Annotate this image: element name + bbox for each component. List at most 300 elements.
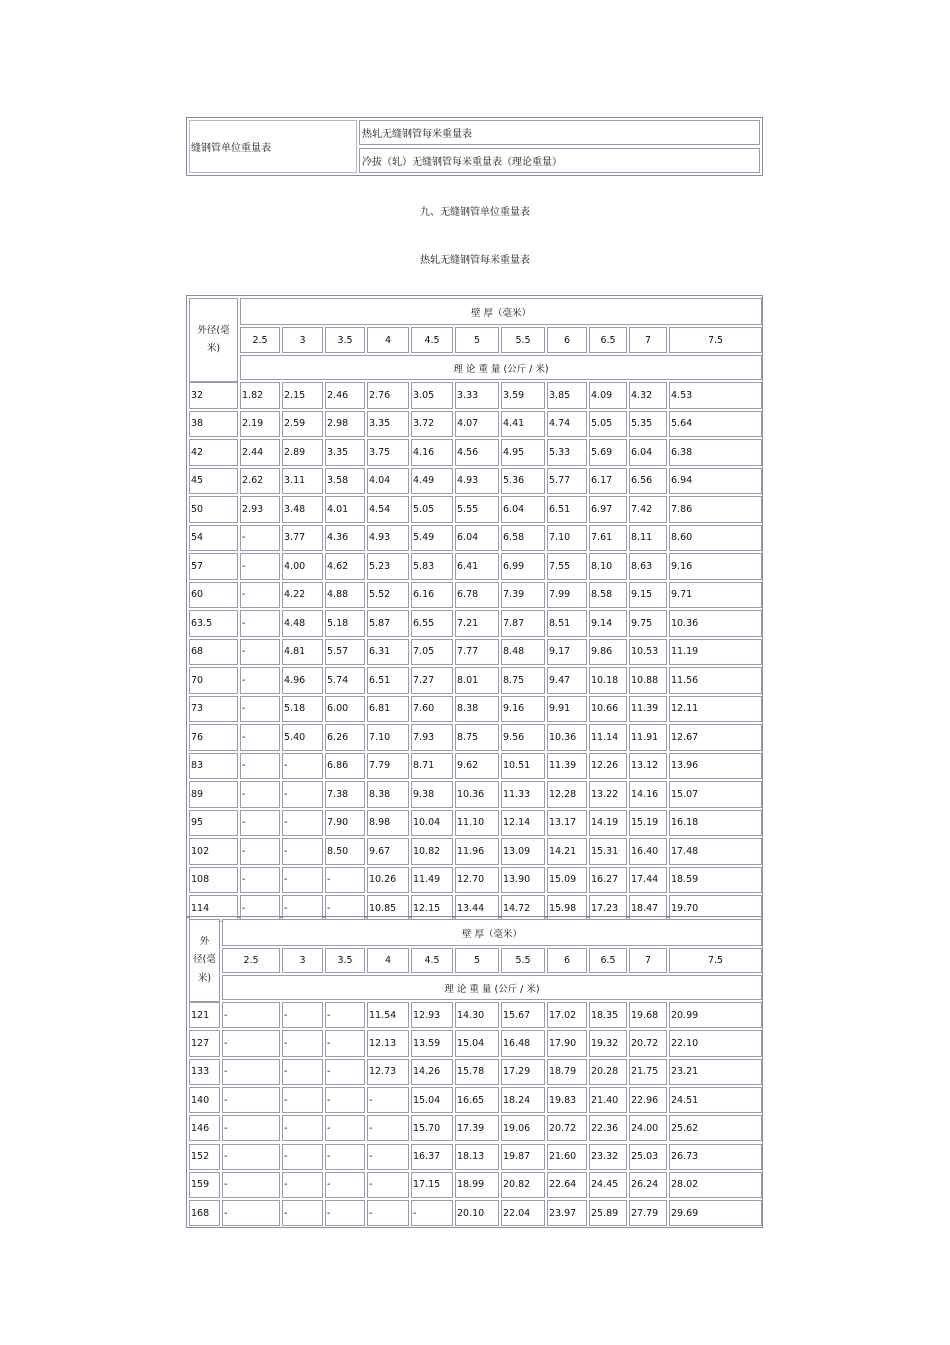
weight-cell: 9.47 [547, 667, 587, 694]
weight-cell: 8.11 [629, 525, 667, 552]
weight-cell: 7.39 [501, 582, 545, 609]
weight-cell: 17.48 [669, 838, 762, 865]
outer-diameter-cell: 32 [189, 382, 238, 409]
weight-cell: 17.44 [629, 867, 667, 894]
weight-cell: 9.17 [547, 639, 587, 666]
theoretical-weight-header: 理 论 重 量 (公斤 / 米) [222, 975, 762, 1000]
weight-cell: 5.57 [325, 639, 365, 666]
outer-diameter-cell: 42 [189, 439, 238, 466]
weight-cell: 11.19 [669, 639, 762, 666]
weight-cell: 3.59 [501, 382, 545, 409]
weight-cell: 10.88 [629, 667, 667, 694]
weight-cell: 11.91 [629, 724, 667, 751]
weight-cell: 9.56 [501, 724, 545, 751]
thickness-header-cell: 4.5 [411, 948, 453, 973]
outer-diameter-cell: 108 [189, 867, 238, 894]
weight-cell: - [282, 1115, 323, 1141]
weight-cell: 11.54 [367, 1002, 409, 1028]
weight-cell: 14.21 [547, 838, 587, 865]
weight-cell: 3.33 [455, 382, 499, 409]
weight-cell: 3.05 [411, 382, 453, 409]
weight-cell: 3.72 [411, 411, 453, 438]
weight-cell: 24.00 [629, 1115, 667, 1141]
weight-cell: 11.96 [455, 838, 499, 865]
weight-cell: 9.67 [367, 838, 409, 865]
weight-cell: 15.07 [669, 781, 762, 808]
weight-cell: 13.09 [501, 838, 545, 865]
weight-cell: - [325, 1115, 365, 1141]
weight-cell: 4.00 [282, 553, 323, 580]
weight-cell: 18.59 [669, 867, 762, 894]
thickness-header-cell: 7 [629, 948, 667, 973]
weight-cell: 7.86 [669, 496, 762, 523]
weight-cell: 2.76 [367, 382, 409, 409]
weight-cell: - [282, 838, 323, 865]
weight-cell: 4.56 [455, 439, 499, 466]
weight-cell: 2.15 [282, 382, 323, 409]
outer-diameter-header [189, 298, 238, 382]
outer-diameter-cell: 146 [189, 1115, 220, 1141]
weight-cell: 5.18 [282, 696, 323, 723]
weight-cell: 7.93 [411, 724, 453, 751]
outer-diameter-cell: 121 [189, 1002, 220, 1028]
weight-cell: 5.33 [547, 439, 587, 466]
weight-cell: 12.15 [411, 895, 453, 922]
weight-cell: 24.51 [669, 1087, 762, 1113]
thickness-header-cell: 7.5 [669, 327, 762, 353]
weight-cell: 6.51 [367, 667, 409, 694]
weight-cell: 6.78 [455, 582, 499, 609]
index-left-cell: 缝钢管单位重量表 [189, 120, 357, 173]
weight-cell: 10.82 [411, 838, 453, 865]
weight-cell: 6.97 [589, 496, 627, 523]
weight-cell: - [367, 1172, 409, 1198]
thickness-header-cell: 6.5 [589, 327, 627, 353]
weight-cell: 8.38 [455, 696, 499, 723]
thickness-header-cell: 7.5 [669, 948, 762, 973]
weight-cell: 10.26 [367, 867, 409, 894]
weight-cell: - [240, 667, 280, 694]
weight-cell: - [222, 1002, 280, 1028]
weight-cell: - [282, 810, 323, 837]
weight-cell: 8.63 [629, 553, 667, 580]
weight-cell: 18.99 [455, 1172, 499, 1198]
weight-cell: - [282, 895, 323, 922]
weight-cell: 18.24 [501, 1087, 545, 1113]
weight-cell: 6.41 [455, 553, 499, 580]
weight-cell: 2.59 [282, 411, 323, 438]
weight-cell: 4.93 [455, 468, 499, 495]
weight-cell: 7.55 [547, 553, 587, 580]
weight-cell: 15.98 [547, 895, 587, 922]
weight-cell: 7.05 [411, 639, 453, 666]
weight-cell: - [325, 1200, 365, 1226]
weight-cell: 9.91 [547, 696, 587, 723]
weight-cell: 5.87 [367, 610, 409, 637]
weight-cell: 7.21 [455, 610, 499, 637]
weight-cell: 10.36 [669, 610, 762, 637]
weight-cell: 5.55 [455, 496, 499, 523]
thickness-header-cell: 5.5 [501, 948, 545, 973]
weight-cell: 28.02 [669, 1172, 762, 1198]
weight-cell: 8.71 [411, 753, 453, 780]
outer-diameter-cell: 95 [189, 810, 238, 837]
weight-cell: 9.62 [455, 753, 499, 780]
outer-diameter-cell: 68 [189, 639, 238, 666]
weight-cell: 5.23 [367, 553, 409, 580]
weight-cell: - [222, 1059, 280, 1085]
weight-cell: 9.86 [589, 639, 627, 666]
weight-cell: - [240, 838, 280, 865]
outer-diameter-cell: 50 [189, 496, 238, 523]
weight-cell: 13.59 [411, 1030, 453, 1056]
weight-cell: 4.62 [325, 553, 365, 580]
weight-cell: - [240, 781, 280, 808]
weight-cell: 11.14 [589, 724, 627, 751]
thickness-header-cell: 3.5 [325, 327, 365, 353]
outer-diameter-cell: 38 [189, 411, 238, 438]
weight-cell: - [325, 867, 365, 894]
weight-cell: 4.74 [547, 411, 587, 438]
weight-cell: 10.04 [411, 810, 453, 837]
weight-cell: 22.36 [589, 1115, 627, 1141]
table-title: 热轧无缝钢管每米重量表 [420, 255, 530, 266]
weight-cell: - [282, 1030, 323, 1056]
weight-cell: 21.75 [629, 1059, 667, 1085]
weight-cell: 4.96 [282, 667, 323, 694]
weight-cell: 15.78 [455, 1059, 499, 1085]
weight-cell: 11.33 [501, 781, 545, 808]
weight-cell: 7.99 [547, 582, 587, 609]
weight-cell: 10.85 [367, 895, 409, 922]
weight-cell: - [325, 1002, 365, 1028]
weight-cell: 11.39 [547, 753, 587, 780]
weight-cell: 7.38 [325, 781, 365, 808]
weight-cell: 4.88 [325, 582, 365, 609]
weight-cell: 17.39 [455, 1115, 499, 1141]
weight-cell: 9.75 [629, 610, 667, 637]
weight-cell: 19.68 [629, 1002, 667, 1028]
weight-cell: 3.48 [282, 496, 323, 523]
weight-cell: 6.04 [629, 439, 667, 466]
weight-cell: 9.38 [411, 781, 453, 808]
outer-diameter-cell: 83 [189, 753, 238, 780]
weight-cell: 4.01 [325, 496, 365, 523]
index-link-cold-drawn[interactable]: 冷拔（轧）无缝钢管每米重量表（理论重量） [359, 148, 760, 173]
weight-table-part2 [186, 916, 763, 1228]
weight-cell: 2.19 [240, 411, 280, 438]
weight-cell: 5.18 [325, 610, 365, 637]
weight-cell: 5.64 [669, 411, 762, 438]
weight-cell: 9.71 [669, 582, 762, 609]
weight-cell: 16.48 [501, 1030, 545, 1056]
weight-cell: 8.98 [367, 810, 409, 837]
weight-cell: 3.58 [325, 468, 365, 495]
weight-cell: 13.22 [589, 781, 627, 808]
outer-diameter-header-line: 外径(毫 [197, 324, 230, 336]
weight-cell: 20.99 [669, 1002, 762, 1028]
weight-cell: 22.10 [669, 1030, 762, 1056]
weight-cell: - [240, 639, 280, 666]
outer-diameter-header-line: 外 [199, 936, 210, 948]
outer-diameter-cell: 63.5 [189, 610, 238, 637]
weight-cell: 13.44 [455, 895, 499, 922]
weight-cell: 12.70 [455, 867, 499, 894]
weight-cell: 2.44 [240, 439, 280, 466]
weight-cell: 3.85 [547, 382, 587, 409]
weight-cell: 18.35 [589, 1002, 627, 1028]
weight-cell: 6.04 [501, 496, 545, 523]
section-title: 九、无缝钢管单位重量表 [420, 207, 530, 218]
weight-cell: 12.26 [589, 753, 627, 780]
weight-cell: 23.32 [589, 1144, 627, 1170]
weight-cell: 15.09 [547, 867, 587, 894]
weight-cell: 2.62 [240, 468, 280, 495]
weight-cell: 26.73 [669, 1144, 762, 1170]
weight-cell: - [222, 1115, 280, 1141]
weight-cell: - [282, 1144, 323, 1170]
weight-cell: 15.04 [411, 1087, 453, 1113]
outer-diameter-cell: 73 [189, 696, 238, 723]
theoretical-weight-header: 理 论 重 量 (公斤 / 米) [240, 355, 762, 380]
thickness-header-cell: 6.5 [589, 948, 627, 973]
weight-cell: 5.74 [325, 667, 365, 694]
weight-cell: 5.83 [411, 553, 453, 580]
weight-cell: 8.01 [455, 667, 499, 694]
weight-cell: 20.72 [629, 1030, 667, 1056]
outer-diameter-cell: 152 [189, 1144, 220, 1170]
weight-cell: 6.17 [589, 468, 627, 495]
weight-cell: 17.15 [411, 1172, 453, 1198]
outer-diameter-cell: 54 [189, 525, 238, 552]
weight-cell: - [240, 553, 280, 580]
weight-cell: 19.32 [589, 1030, 627, 1056]
thickness-header-cell: 5.5 [501, 327, 545, 353]
weight-cell: 8.10 [589, 553, 627, 580]
weight-cell: 4.09 [589, 382, 627, 409]
weight-cell: 15.04 [455, 1030, 499, 1056]
weight-cell: 5.77 [547, 468, 587, 495]
weight-cell: 15.70 [411, 1115, 453, 1141]
weight-cell: 12.67 [669, 724, 762, 751]
weight-cell: - [222, 1030, 280, 1056]
weight-cell: 5.69 [589, 439, 627, 466]
weight-cell: 25.03 [629, 1144, 667, 1170]
weight-cell: 2.93 [240, 496, 280, 523]
weight-cell: 10.36 [455, 781, 499, 808]
weight-cell: 6.00 [325, 696, 365, 723]
weight-cell: 6.16 [411, 582, 453, 609]
weight-cell: 8.58 [589, 582, 627, 609]
weight-cell: 16.40 [629, 838, 667, 865]
weight-cell: 5.05 [589, 411, 627, 438]
thickness-header-cell: 4 [367, 327, 409, 353]
outer-diameter-cell: 102 [189, 838, 238, 865]
weight-cell: 4.81 [282, 639, 323, 666]
weight-cell: 22.64 [547, 1172, 587, 1198]
weight-cell: 14.16 [629, 781, 667, 808]
weight-cell: 6.04 [455, 525, 499, 552]
index-table [186, 117, 763, 176]
weight-cell: - [367, 1144, 409, 1170]
weight-cell: 6.99 [501, 553, 545, 580]
weight-cell: 5.05 [411, 496, 453, 523]
weight-cell: - [367, 1087, 409, 1113]
weight-cell: 25.89 [589, 1200, 627, 1226]
weight-cell: 2.46 [325, 382, 365, 409]
weight-cell: 8.75 [455, 724, 499, 751]
weight-cell: - [411, 1200, 453, 1226]
weight-cell: 10.36 [547, 724, 587, 751]
weight-cell: 2.98 [325, 411, 365, 438]
weight-cell: 18.47 [629, 895, 667, 922]
weight-cell: 4.49 [411, 468, 453, 495]
weight-cell: 17.23 [589, 895, 627, 922]
weight-cell: 4.22 [282, 582, 323, 609]
weight-cell: 7.77 [455, 639, 499, 666]
weight-cell: 16.65 [455, 1087, 499, 1113]
weight-cell: 4.32 [629, 382, 667, 409]
outer-diameter-cell: 140 [189, 1087, 220, 1113]
weight-cell: - [240, 753, 280, 780]
weight-cell: 9.14 [589, 610, 627, 637]
weight-cell: - [282, 867, 323, 894]
weight-cell: 13.12 [629, 753, 667, 780]
outer-diameter-cell: 127 [189, 1030, 220, 1056]
weight-cell: - [240, 696, 280, 723]
weight-cell: 22.04 [501, 1200, 545, 1226]
weight-cell: 7.27 [411, 667, 453, 694]
thickness-header-cell: 3 [282, 948, 323, 973]
weight-cell: 2.89 [282, 439, 323, 466]
thickness-header-cell: 3.5 [325, 948, 365, 973]
thickness-header-cell: 5 [455, 327, 499, 353]
weight-cell: 18.13 [455, 1144, 499, 1170]
weight-cell: 21.40 [589, 1087, 627, 1113]
weight-cell: 3.35 [325, 439, 365, 466]
weight-cell: 10.18 [589, 667, 627, 694]
weight-cell: 15.67 [501, 1002, 545, 1028]
weight-cell: - [282, 1172, 323, 1198]
weight-cell: 6.86 [325, 753, 365, 780]
weight-cell: 10.53 [629, 639, 667, 666]
weight-cell: 7.10 [367, 724, 409, 751]
weight-cell: 4.07 [455, 411, 499, 438]
weight-cell: 4.36 [325, 525, 365, 552]
weight-cell: - [325, 1144, 365, 1170]
weight-cell: 9.16 [669, 553, 762, 580]
thickness-header-cell: 7 [629, 327, 667, 353]
weight-cell: - [282, 753, 323, 780]
weight-cell: 12.13 [367, 1030, 409, 1056]
weight-cell: 5.49 [411, 525, 453, 552]
weight-cell: 6.55 [411, 610, 453, 637]
weight-cell: 19.70 [669, 895, 762, 922]
weight-cell: 1.82 [240, 382, 280, 409]
weight-cell: 10.51 [501, 753, 545, 780]
weight-cell: 12.73 [367, 1059, 409, 1085]
thickness-header-cell: 4 [367, 948, 409, 973]
thickness-header-cell: 6 [547, 327, 587, 353]
outer-diameter-cell: 168 [189, 1200, 220, 1226]
outer-diameter-cell: 76 [189, 724, 238, 751]
weight-cell: - [325, 1030, 365, 1056]
weight-cell: 17.90 [547, 1030, 587, 1056]
weight-cell: 15.31 [589, 838, 627, 865]
weight-cell: 19.06 [501, 1115, 545, 1141]
weight-cell: - [240, 810, 280, 837]
weight-cell: - [325, 1059, 365, 1085]
weight-cell: 23.21 [669, 1059, 762, 1085]
weight-cell: 17.29 [501, 1059, 545, 1085]
weight-cell: 9.15 [629, 582, 667, 609]
weight-cell: 8.75 [501, 667, 545, 694]
weight-cell: 4.04 [367, 468, 409, 495]
weight-cell: 4.95 [501, 439, 545, 466]
weight-cell: 27.79 [629, 1200, 667, 1226]
weight-cell: - [367, 1115, 409, 1141]
thickness-header-cell: 5 [455, 948, 499, 973]
weight-cell: 3.75 [367, 439, 409, 466]
outer-diameter-cell: 159 [189, 1172, 220, 1198]
weight-cell: - [282, 1200, 323, 1226]
weight-cell: 12.11 [669, 696, 762, 723]
weight-cell: 20.82 [501, 1172, 545, 1198]
weight-cell: 24.45 [589, 1172, 627, 1198]
weight-cell: 26.24 [629, 1172, 667, 1198]
outer-diameter-cell: 89 [189, 781, 238, 808]
weight-cell: 6.58 [501, 525, 545, 552]
weight-cell: 7.87 [501, 610, 545, 637]
weight-cell: - [282, 1002, 323, 1028]
outer-diameter-header-line: 径(毫 [193, 954, 216, 966]
outer-diameter-cell: 70 [189, 667, 238, 694]
weight-cell: 6.51 [547, 496, 587, 523]
index-link-hot-rolled[interactable]: 热轧无缝钢管每米重量表 [359, 120, 760, 145]
weight-cell: 23.97 [547, 1200, 587, 1226]
weight-cell: 8.51 [547, 610, 587, 637]
weight-cell: 7.90 [325, 810, 365, 837]
weight-cell: 4.16 [411, 439, 453, 466]
weight-cell: 20.72 [547, 1115, 587, 1141]
weight-cell: 3.35 [367, 411, 409, 438]
outer-diameter-cell: 45 [189, 468, 238, 495]
weight-cell: 7.60 [411, 696, 453, 723]
weight-cell: - [325, 1087, 365, 1113]
weight-cell: 7.79 [367, 753, 409, 780]
weight-cell: 4.53 [669, 382, 762, 409]
weight-cell: 20.28 [589, 1059, 627, 1085]
weight-cell: - [325, 895, 365, 922]
weight-cell: 6.94 [669, 468, 762, 495]
weight-cell: 6.56 [629, 468, 667, 495]
thickness-header-cell: 3 [282, 327, 323, 353]
weight-cell: 11.10 [455, 810, 499, 837]
outer-diameter-header-line: 米) [206, 343, 221, 354]
weight-cell: 22.96 [629, 1087, 667, 1113]
weight-cell: 7.42 [629, 496, 667, 523]
weight-cell: 3.11 [282, 468, 323, 495]
weight-cell: 3.77 [282, 525, 323, 552]
weight-cell: 14.26 [411, 1059, 453, 1085]
weight-table-part1 [186, 295, 763, 918]
weight-cell: 8.50 [325, 838, 365, 865]
weight-cell: - [282, 1059, 323, 1085]
outer-diameter-cell: 114 [189, 895, 238, 922]
weight-cell: 12.93 [411, 1002, 453, 1028]
thickness-header-cell: 6 [547, 948, 587, 973]
weight-cell: - [240, 582, 280, 609]
